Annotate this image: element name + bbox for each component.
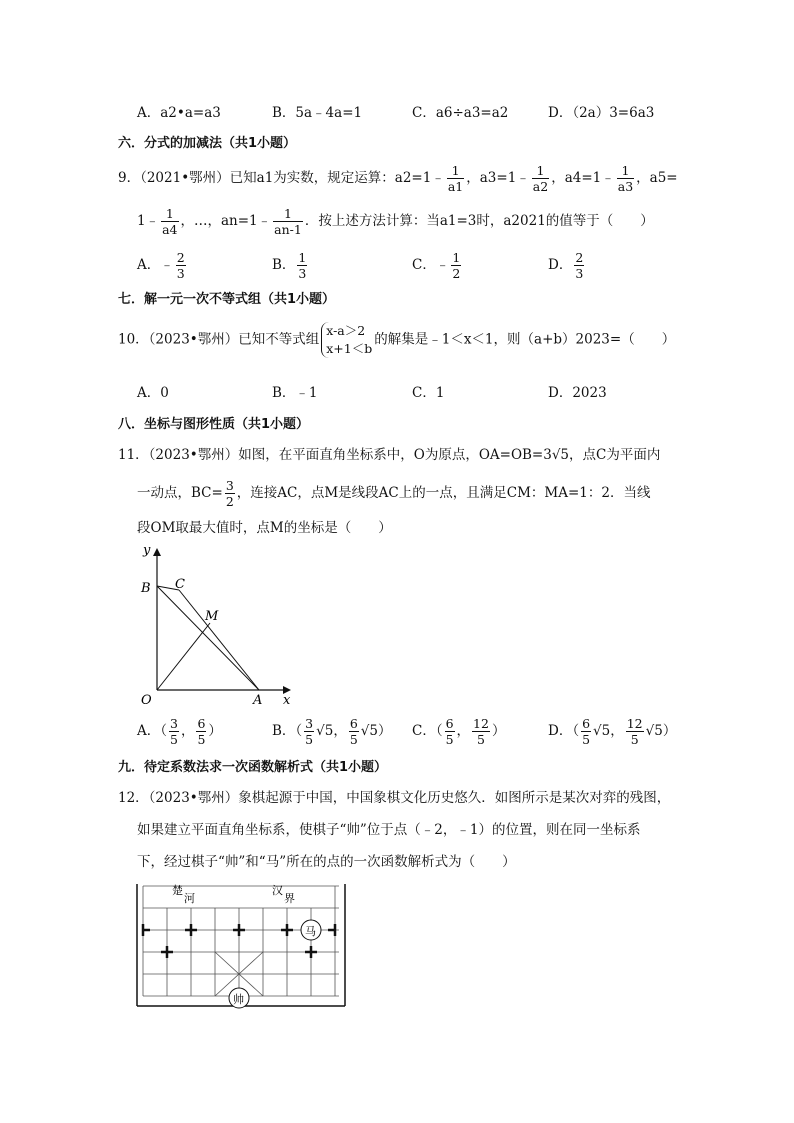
q9-option-c: C．﹣ $\frac{1}{2}$ [412, 250, 461, 281]
piece-shuai-label: 帅 [233, 993, 244, 1006]
river-char-chu: 楚 [172, 884, 183, 897]
q9-text-a: 9．（2021•鄂州）已知a1为实数，规定运算：a2=1﹣ [118, 170, 445, 186]
y-axis-arrow-icon [153, 548, 161, 556]
label-y: y [143, 543, 151, 558]
label-c: C [175, 577, 185, 592]
q9-text-d: ，a5= [636, 170, 678, 186]
section-heading-8: 八．坐标与图形性质（共1小题） [118, 417, 310, 432]
river-char-jie: 界 [284, 892, 295, 905]
q11-option-b: B．（ $\frac{3}{5}$ √5， $\frac{6}{5}$ √5） [272, 716, 392, 747]
section-heading-7: 七．解一元一次不等式组（共1小题） [118, 292, 336, 307]
q9-frac-4: $\frac{1}{a4}$ [162, 206, 178, 237]
q10-inequality-system: x-a＞2 x+1＜b [321, 322, 372, 358]
q9-option-d: D． $\frac{2}{3}$ [548, 250, 584, 281]
river-char-han: 汉 [272, 884, 283, 897]
q11-option-c: C．（ $\frac{6}{5}$ ， $\frac{12}{5}$ ） [412, 716, 506, 747]
q9-frac-2: $\frac{1}{a2}$ [532, 163, 549, 194]
q11-line-2: 一动点，BC= $\frac{3}{2}$ ，连接AC，点M是线段AC上的一点，且满足CM：MA=1：2．当线 [137, 478, 651, 509]
q12-chess-board [132, 880, 352, 1012]
q9-line-2 [137, 206, 654, 237]
q10-text-a: 10．（2023•鄂州）已知不等式组 [118, 331, 320, 348]
q11-option-d: D．（ $\frac{6}{5}$ √5， $\frac{12}{5}$ √5） [548, 716, 677, 747]
q9-text-b: ，a3=1﹣ [466, 170, 530, 186]
segment-om [157, 623, 210, 690]
q10-option-c: C．1 [412, 385, 445, 401]
q12-line-3: 下，经过棋子“帅”和“马”所在的点的一次函数解析式为（ ） [137, 854, 516, 870]
q11-frac-bc: $\frac{3}{2}$ [225, 478, 234, 509]
q10-option-b: B．﹣1 [272, 385, 318, 401]
q10-option-a: A．0 [137, 385, 169, 401]
q9-text-f: ，…，an=1﹣ [180, 213, 272, 229]
q9-frac-3: $\frac{1}{a3}$ [617, 163, 634, 194]
q12-line-1: 12．（2023•鄂州）象棋起源于中国，中国象棋文化历史悠久．如图所示是某次对弈的残图， [118, 790, 671, 806]
q10-line-1 [118, 322, 675, 358]
q10-text-b: 的解集是﹣1＜x＜1，则（a+b）2023=（ ） [374, 331, 676, 348]
q11-line-1: 11．（2023•鄂州）如图，在平面直角坐标系中，O为原点，OA=OB=3√5，点C为平面内 [118, 447, 661, 463]
piece-ma-label: 马 [305, 925, 316, 938]
q9-frac-1: $\frac{1}{a1}$ [447, 163, 464, 194]
label-x: x [283, 693, 291, 708]
q9-line-1 [118, 163, 678, 194]
q8-option-a: A．a2•a=a3 [137, 105, 221, 121]
q9-frac-5: $\frac{1}{an-1}$ [274, 206, 302, 237]
q11-figure [135, 540, 295, 710]
section-heading-6: 六．分式的加减法（共1小题） [118, 136, 297, 151]
q8-option-b: B．5a﹣4a=1 [272, 105, 363, 121]
q9-text-e: 1﹣ [137, 213, 160, 229]
section-heading-9: 九．待定系数法求一次函数解析式（共1小题） [118, 760, 388, 775]
q10-option-d: D．2023 [548, 385, 607, 401]
q8-option-d: D．（2a）3=6a3 [548, 105, 655, 121]
segment-ca [179, 590, 259, 690]
label-o: O [141, 693, 152, 708]
q11-line-3: 段OM取最大值时，点M的坐标是（ ） [137, 520, 392, 536]
q9-text-c: ，a4=1﹣ [551, 170, 615, 186]
q9-option-b: B． $\frac{1}{3}$ [272, 250, 307, 281]
q12-line-2: 如果建立平面直角坐标系，使棋子“帅”位于点（﹣2，﹣1）的位置，则在同一坐标系 [137, 822, 641, 838]
label-m: M [205, 609, 219, 624]
q8-option-c: C．a6÷a3=a2 [412, 105, 509, 121]
segment-ba [157, 586, 259, 690]
q9-option-a: A．﹣ $\frac{2}{3}$ [137, 250, 185, 281]
q11-option-a: A．（ $\frac{3}{5}$ ， $\frac{6}{5}$ ） [137, 716, 222, 747]
label-b: B [141, 581, 151, 596]
label-a: A [253, 693, 263, 708]
q9-text-g: ．按上述方法计算：当a1=3时，a2021的值等于（ ） [304, 213, 654, 229]
river-char-he: 河 [184, 892, 195, 905]
